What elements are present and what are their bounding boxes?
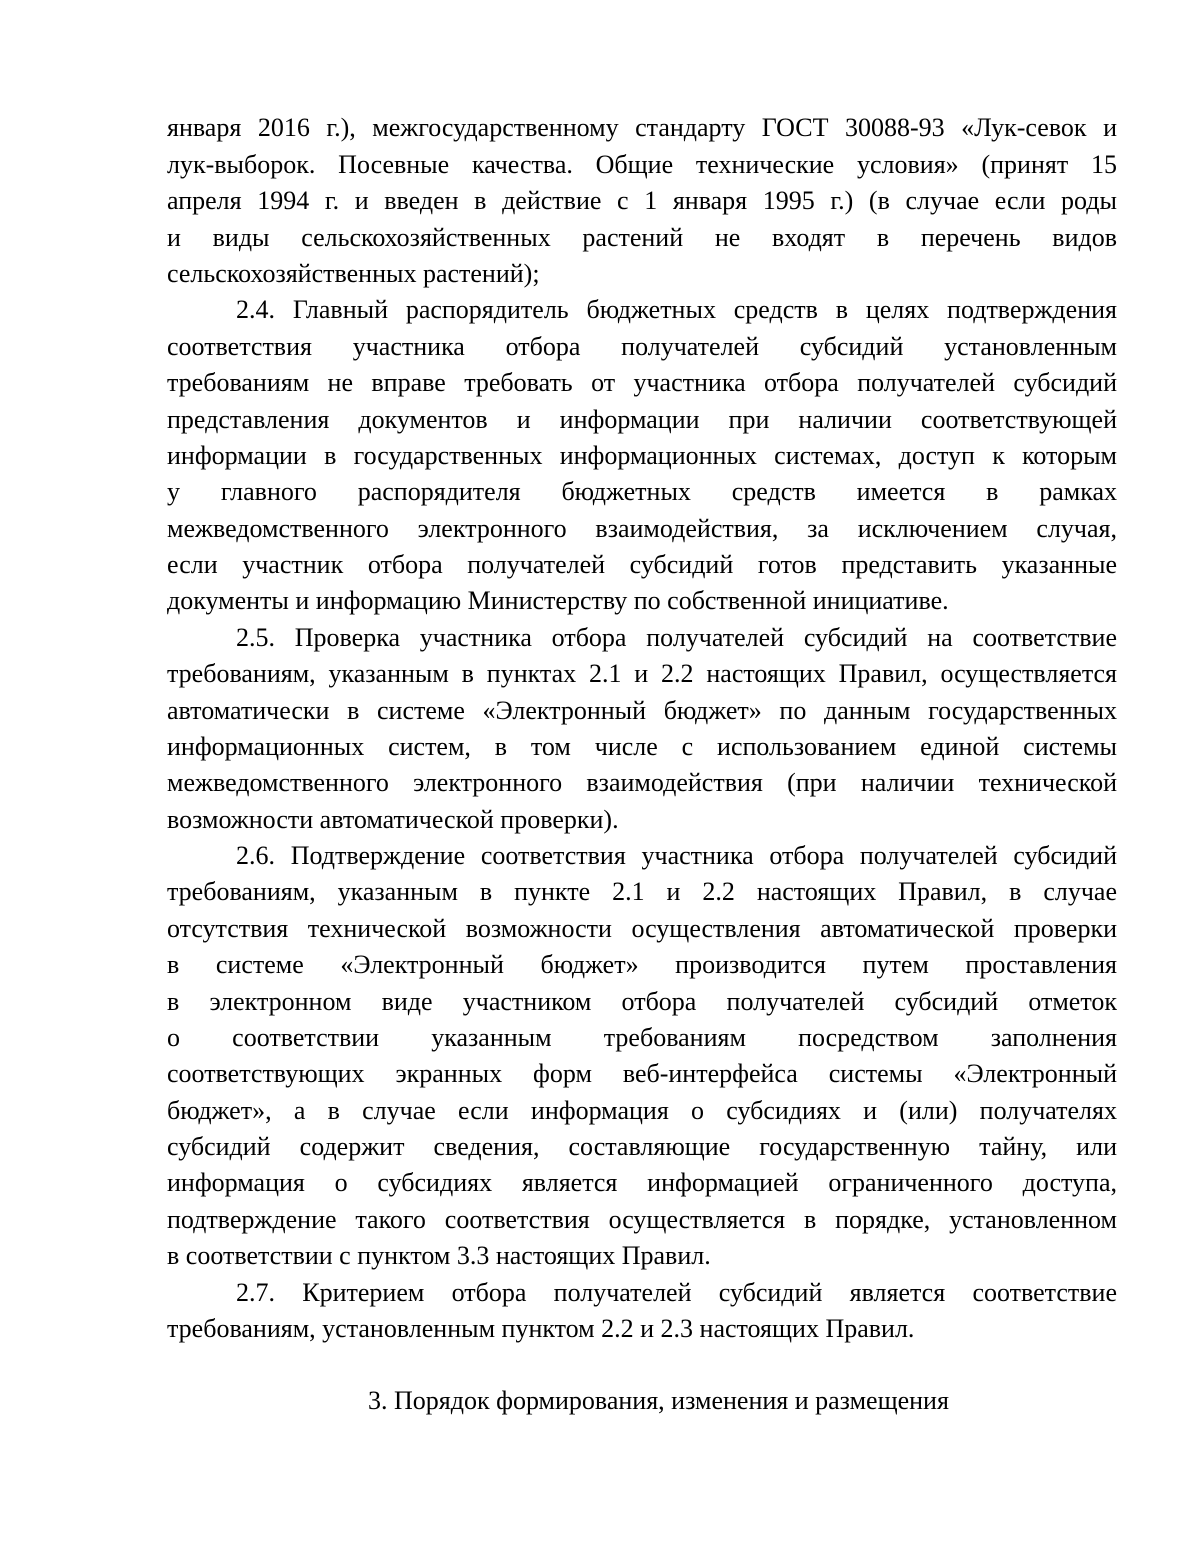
- paragraph-2-4-first-line: 2.4. Главный распорядитель бюджетных средств в целях подтверждения: [236, 295, 1117, 324]
- text-line: межведомственного электронного взаимодействия (при наличии технической: [167, 768, 1117, 797]
- text-line: требованиям, указанным в пункте 2.1 и 2.2 настоящих Правил, в случае: [167, 877, 1117, 906]
- text-line: информационных систем, в том числе с использованием единой системы: [167, 732, 1117, 761]
- text-line: января 2016 г.), межгосударственному стандарту ГОСТ 30088-93 «Лук-севок и: [167, 113, 1117, 142]
- text-line: лук-выборок. Посевные качества. Общие технические условия» (принят 15: [167, 150, 1117, 179]
- text-line: требованиям, указанным в пунктах 2.1 и 2.2 настоящих Правил, осуществляется: [167, 659, 1117, 688]
- text-line: отсутствия технической возможности осуществления автоматической проверки: [167, 914, 1117, 943]
- text-line: информация о субсидиях является информацией ограниченного доступа,: [167, 1168, 1117, 1197]
- text-line: документы и информацию Министерству по собственной инициативе.: [167, 586, 949, 615]
- text-line: информации в государственных информационных системах, доступ к которым: [167, 441, 1117, 470]
- text-line: автоматически в системе «Электронный бюджет» по данным государственных: [167, 696, 1117, 725]
- text-line: и виды сельскохозяйственных растений не входят в перечень видов: [167, 223, 1117, 252]
- text-line: сельскохозяйственных растений);: [167, 259, 540, 288]
- section-heading: 3. Порядок формирования, изменения и размещения: [368, 1386, 949, 1415]
- text-line: в соответствии с пунктом 3.3 настоящих Правил.: [167, 1241, 711, 1270]
- text-line: о соответствии указанным требованиям посредством заполнения: [167, 1023, 1117, 1052]
- text-line: в системе «Электронный бюджет» производится путем проставления: [167, 950, 1117, 979]
- text-line: требованиям не вправе требовать от участника отбора получателей субсидий: [167, 368, 1117, 397]
- text-line: бюджет», а в случае если информация о субсидиях и (или) получателях: [167, 1096, 1117, 1125]
- text-line: соответствующих экранных форм веб-интерфейса системы «Электронный: [167, 1059, 1117, 1088]
- text-line: если участник отбора получателей субсидий готов представить указанные: [167, 550, 1117, 579]
- text-line: возможности автоматической проверки).: [167, 805, 619, 834]
- text-line: апреля 1994 г. и введен в действие с 1 января 1995 г.) (в случае если роды: [167, 186, 1117, 215]
- text-line: межведомственного электронного взаимодействия, за исключением случая,: [167, 514, 1117, 543]
- paragraph-2-5-first-line: 2.5. Проверка участника отбора получателей субсидий на соответствие: [236, 623, 1117, 652]
- text-line: требованиям, установленным пунктом 2.2 и 2.3 настоящих Правил.: [167, 1314, 915, 1343]
- text-line: представления документов и информации при наличии соответствующей: [167, 405, 1117, 434]
- text-line: соответствия участника отбора получателей субсидий установленным: [167, 332, 1117, 361]
- text-line: у главного распорядителя бюджетных средств имеется в рамках: [167, 477, 1117, 506]
- text-line: в электронном виде участником отбора получателей субсидий отметок: [167, 987, 1117, 1016]
- text-line: подтверждение такого соответствия осуществляется в порядке, установленном: [167, 1205, 1117, 1234]
- text-line: субсидий содержит сведения, составляющие государственную тайну, или: [167, 1132, 1117, 1161]
- paragraph-2-6-first-line: 2.6. Подтверждение соответствия участника отбора получателей субсидий: [236, 841, 1117, 870]
- paragraph-2-7-first-line: 2.7. Критерием отбора получателей субсидий является соответствие: [236, 1278, 1117, 1307]
